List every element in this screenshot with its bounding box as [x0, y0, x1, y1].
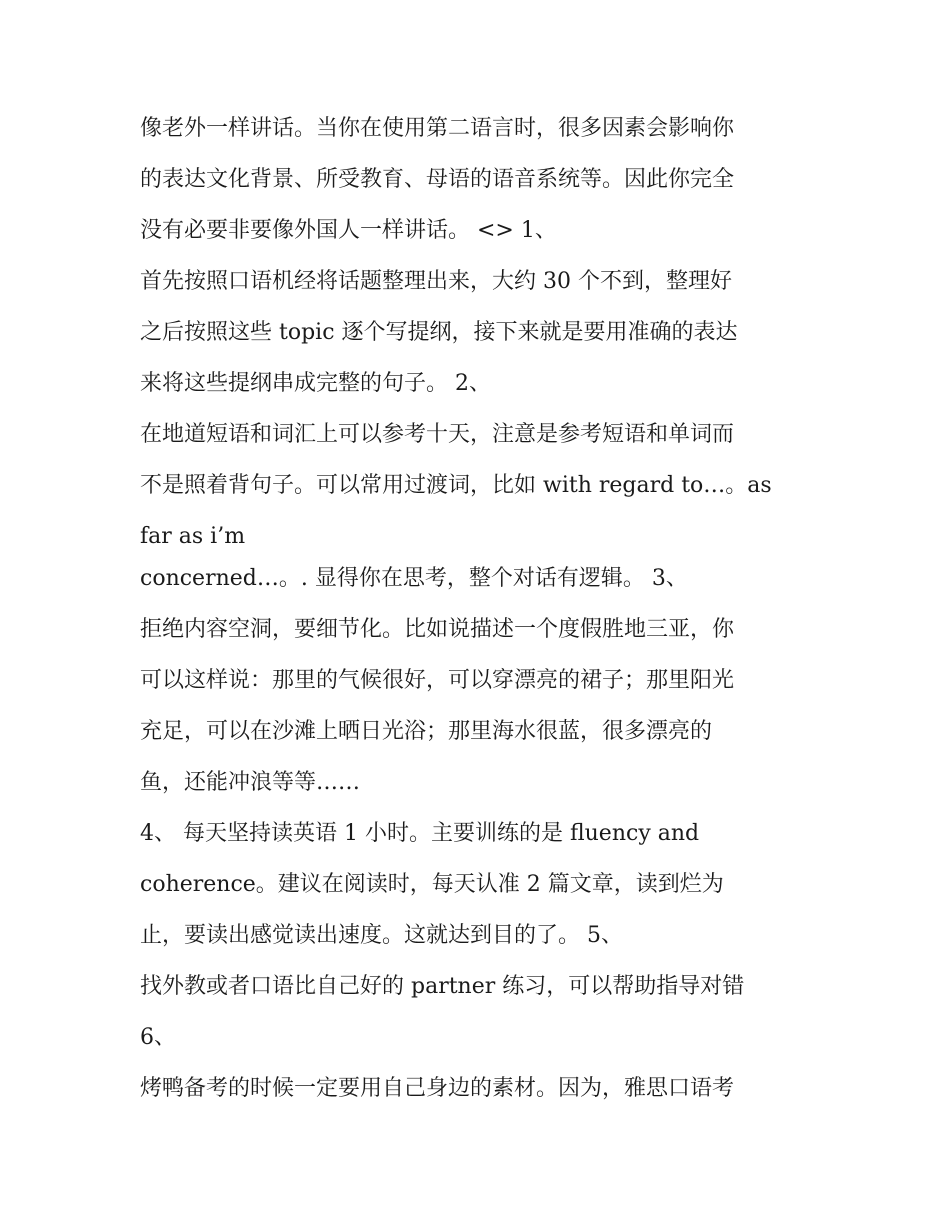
text-line: 止，要读出感觉读出速度。这就达到目的了。 5、: [140, 923, 623, 948]
text-line: 像老外一样讲话。当你在使用第二语言时，很多因素会影响你: [140, 116, 735, 141]
text-line: 找外教或者口语比自己好的 partner 练习，可以帮助指导对错: [140, 974, 745, 999]
text-line: 没有必要非要像外国人一样讲话。 <> 1、: [140, 218, 557, 243]
text-line: far as i’m: [140, 524, 246, 549]
text-line: 6、: [140, 1025, 176, 1050]
text-line: 烤鸭备考的时候一定要用自己身边的素材。因为，雅思口语考: [140, 1076, 735, 1101]
text-line: 充足，可以在沙滩上晒日光浴；那里海水很蓝，很多漂亮的: [140, 719, 713, 744]
text-line: 在地道短语和词汇上可以参考十天，注意是参考短语和单词而: [140, 422, 735, 447]
text-line: 可以这样说：那里的气候很好，可以穿漂亮的裙子；那里阳光: [140, 668, 735, 693]
text-line: 的表达文化背景、所受教育、母语的语音系统等。因此你完全: [140, 167, 735, 192]
text-line: 鱼，还能冲浪等等……: [140, 770, 361, 795]
text-line: 4、 每天坚持读英语 1 小时。主要训练的是 fluency and: [140, 821, 700, 846]
text-line: concerned…。. 显得你在思考，整个对话有逻辑。 3、: [140, 566, 688, 591]
text-line: 之后按照这些 topic 逐个写提纲，接下来就是要用准确的表达: [140, 320, 738, 345]
body-text: [140, 108, 820, 1119]
text-line: coherence。建议在阅读时，每天认准 2 篇文章，读到烂为: [140, 872, 724, 897]
text-line: 来将这些提纲串成完整的句子。 2、: [140, 371, 491, 396]
text-line: 拒绝内容空洞，要细节化。比如说描述一个度假胜地三亚，你: [140, 617, 735, 642]
text-line: 不是照着背句子。可以常用过渡词，比如 with regard to…。as: [140, 473, 772, 498]
text-line: 首先按照口语机经将话题整理出来，大约 30 个不到，整理好: [140, 269, 732, 294]
